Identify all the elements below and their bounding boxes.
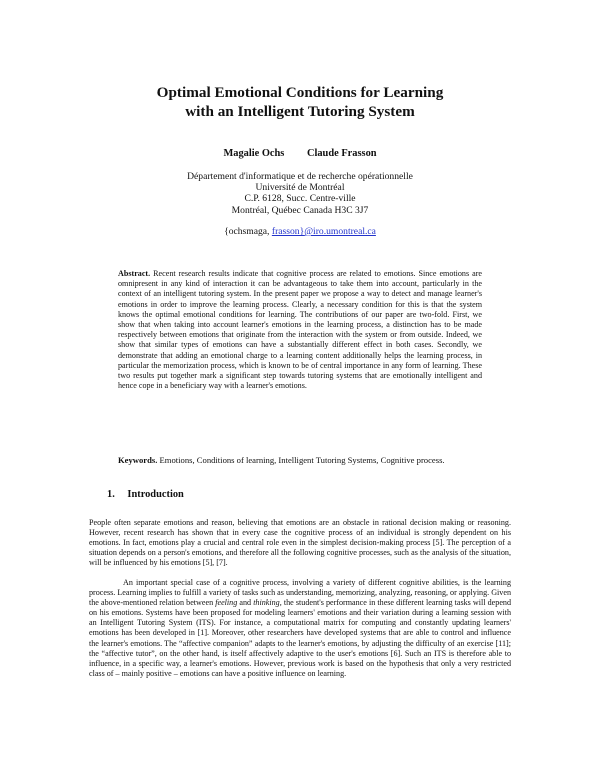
abstract: [118, 269, 482, 391]
section-number: 1.: [107, 489, 115, 500]
author-email: [100, 226, 500, 237]
author-name: Claude Frasson: [306, 148, 377, 159]
paragraph-text: the student's performance in these different learning tasks will depend on his emotions. Systems have been proposed for modeling learners' emotions and their variation during a learning session with an Intelligent Tutoring System (ITS). For instance, a computational matrix for computing and constantly updating learners' emotions has been developed in [1]. Moreover, other researchers have developed systems that are able to control and influence the learner's emotions. The “affective companion” adapts to the learner's emotions, by adjusting the difficulty of an exercise [11]; the “affective tutor”, on the other hand, is itself affectively adaptive to the user's emotions [6]. Such an ITS is therefore able to influence, in a specific way, a learner's emotions. However, previous work is based on the hypothesis that only a very restricted class of – mainly positive – emotions can have a positive influence on learning.: [89, 598, 511, 678]
intro-paragraph-1: People often separate emotions and reason, believing that emotions are an obstacle in rational decision making or reasoning. However, recent research has shown that in every case the cognitive process of an individual is strongly dependent on his emotions. In fact, emotions play a crucial and central role even in the simplest decision-making process [5]. The perception of a situation depends on a person's emotions, and therefore all the following cognitive processes, such as the analysis of the situation, will be influenced by his emotions [5], [7].: [89, 518, 511, 568]
affiliation-line: Département d'informatique et de recherche opérationnelle: [187, 171, 413, 182]
author-name: Magalie Ochs: [223, 148, 285, 159]
author-list: [60, 148, 540, 159]
paper-title: [60, 84, 540, 121]
keywords: [118, 455, 498, 465]
emphasis-thinking: thinking,: [253, 598, 282, 608]
email-prefix: {ochsmaga,: [224, 226, 270, 237]
affiliation: [100, 171, 500, 216]
abstract-text: Recent research results indicate that cognitive process are related to emotions. Since emotions are omnipresent in any kind of interaction it can be advantageous to take them into account, particularly in the context of an intelligent tutoring system. In the present paper we propose a way to detect and manage learner's emotions in order to improve the learning process. Clearly, a necessary condition for this is that the system knows the optimal emotional conditions for learning. The contributions of our paper are two-fold. First, we show that when taking into account learner's emotions in the learning process, a distinction has to be made respectively between emotions that originate from the interaction with the system or from outside. Indeed, we show that similar types of emotions can have a substantially different effect in both cases. Secondly, we demonstrate that adding an emotional charge to a learning content additionally helps the learning process, in particular the memorization process, which is known to be of central importance in any form of learning. These two results put together mark a significant step towards tutoring systems that are emotionally intelligent and hence cope in a beneficiary way with a learner's emotions.: [118, 269, 482, 391]
paragraph-text: and: [237, 598, 254, 608]
email-domain-link[interactable]: @iro.umontreal.ca: [304, 226, 376, 237]
affiliation-line: Montréal, Québec Canada H3C 3J7: [231, 204, 369, 216]
keywords-text: Emotions, Conditions of learning, Intelligent Tutoring Systems, Cognitive process.: [159, 455, 445, 465]
keywords-label: Keywords.: [118, 455, 158, 465]
emphasis-feeling: feeling: [215, 598, 238, 608]
affiliation-line: C.P. 6128, Succ. Centre-ville: [244, 193, 356, 205]
intro-paragraph-2: [89, 578, 511, 679]
section-heading: [107, 489, 184, 500]
email-link[interactable]: frasson}: [271, 226, 305, 237]
abstract-label: Abstract.: [118, 269, 151, 278]
paragraph-text: An important special case of a cognitive process, involving a variety of different cognitive abilities, is the learning process. Learning implies to fulfill a variety of tasks such as understanding, memorizing, analyzing, reasoning, or applying. Given the above-mentioned relation between: [89, 578, 511, 608]
title-line-1: Optimal Emotional Conditions for Learning: [156, 84, 444, 101]
title-line-2: with an Intelligent Tutoring System: [185, 102, 415, 120]
affiliation-line: Université de Montréal: [255, 182, 345, 194]
section-title: Introduction: [127, 489, 184, 500]
